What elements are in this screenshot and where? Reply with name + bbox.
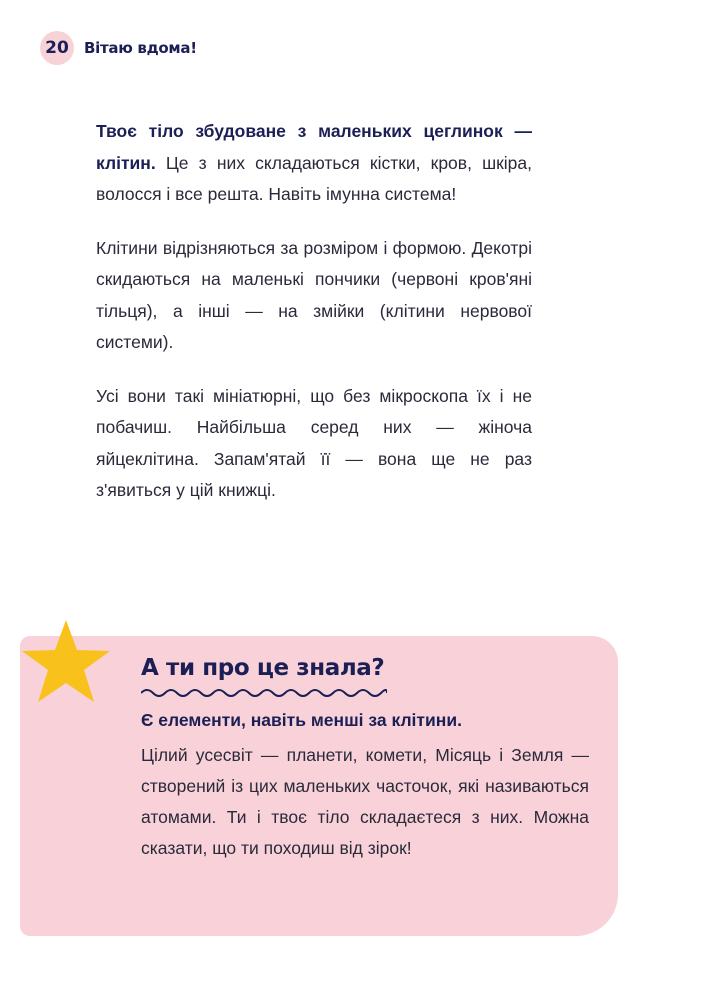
star-shape (22, 620, 110, 702)
page-number: 20 (40, 31, 74, 65)
fact-body: Цілий усесвіт — планети, комети, Місяць і Земля — створений із цих маленьких часточок, які називаються атомами. Ти і твоє тіло складаєтеся з них. Можна сказати, що ти походиш від зірок! (141, 745, 589, 858)
paragraph-cell-size: Усі вони такі мініатюрні, що без мікроскопа їх і не побачиш. Найбільша серед них — жіноча яйцеклітина. Запам'ятай її — вона ще не раз з'явиться у цій книжці. (96, 385, 532, 500)
star-icon (20, 618, 112, 706)
did-you-know-title: А ти про це знала? (141, 655, 385, 681)
fact-lead: Є елементи, навіть менші за клітини. (141, 710, 462, 730)
paragraph-text: Це з них складаються кістки, кров, шкіра, волосся і все решта. Навіть імунна система! (96, 152, 532, 204)
chapter-title: Вітаю вдома! (84, 39, 197, 57)
did-you-know-text (141, 705, 589, 864)
paragraph-cell-shapes: Клітини відрізняються за розміром і формою. Декотрі скидаються на маленькі пончики (червоні кров'яні тільця), а інші — на змійки (клітини нервової системи). (96, 237, 532, 352)
main-text (96, 116, 532, 529)
page-header (40, 30, 197, 66)
paragraph-cells-intro (96, 116, 532, 211)
paragraph-lead-bold: Твоє тіло збудоване з маленьких цеглинок — клітин. (96, 121, 532, 173)
wavy-underline (141, 687, 387, 699)
